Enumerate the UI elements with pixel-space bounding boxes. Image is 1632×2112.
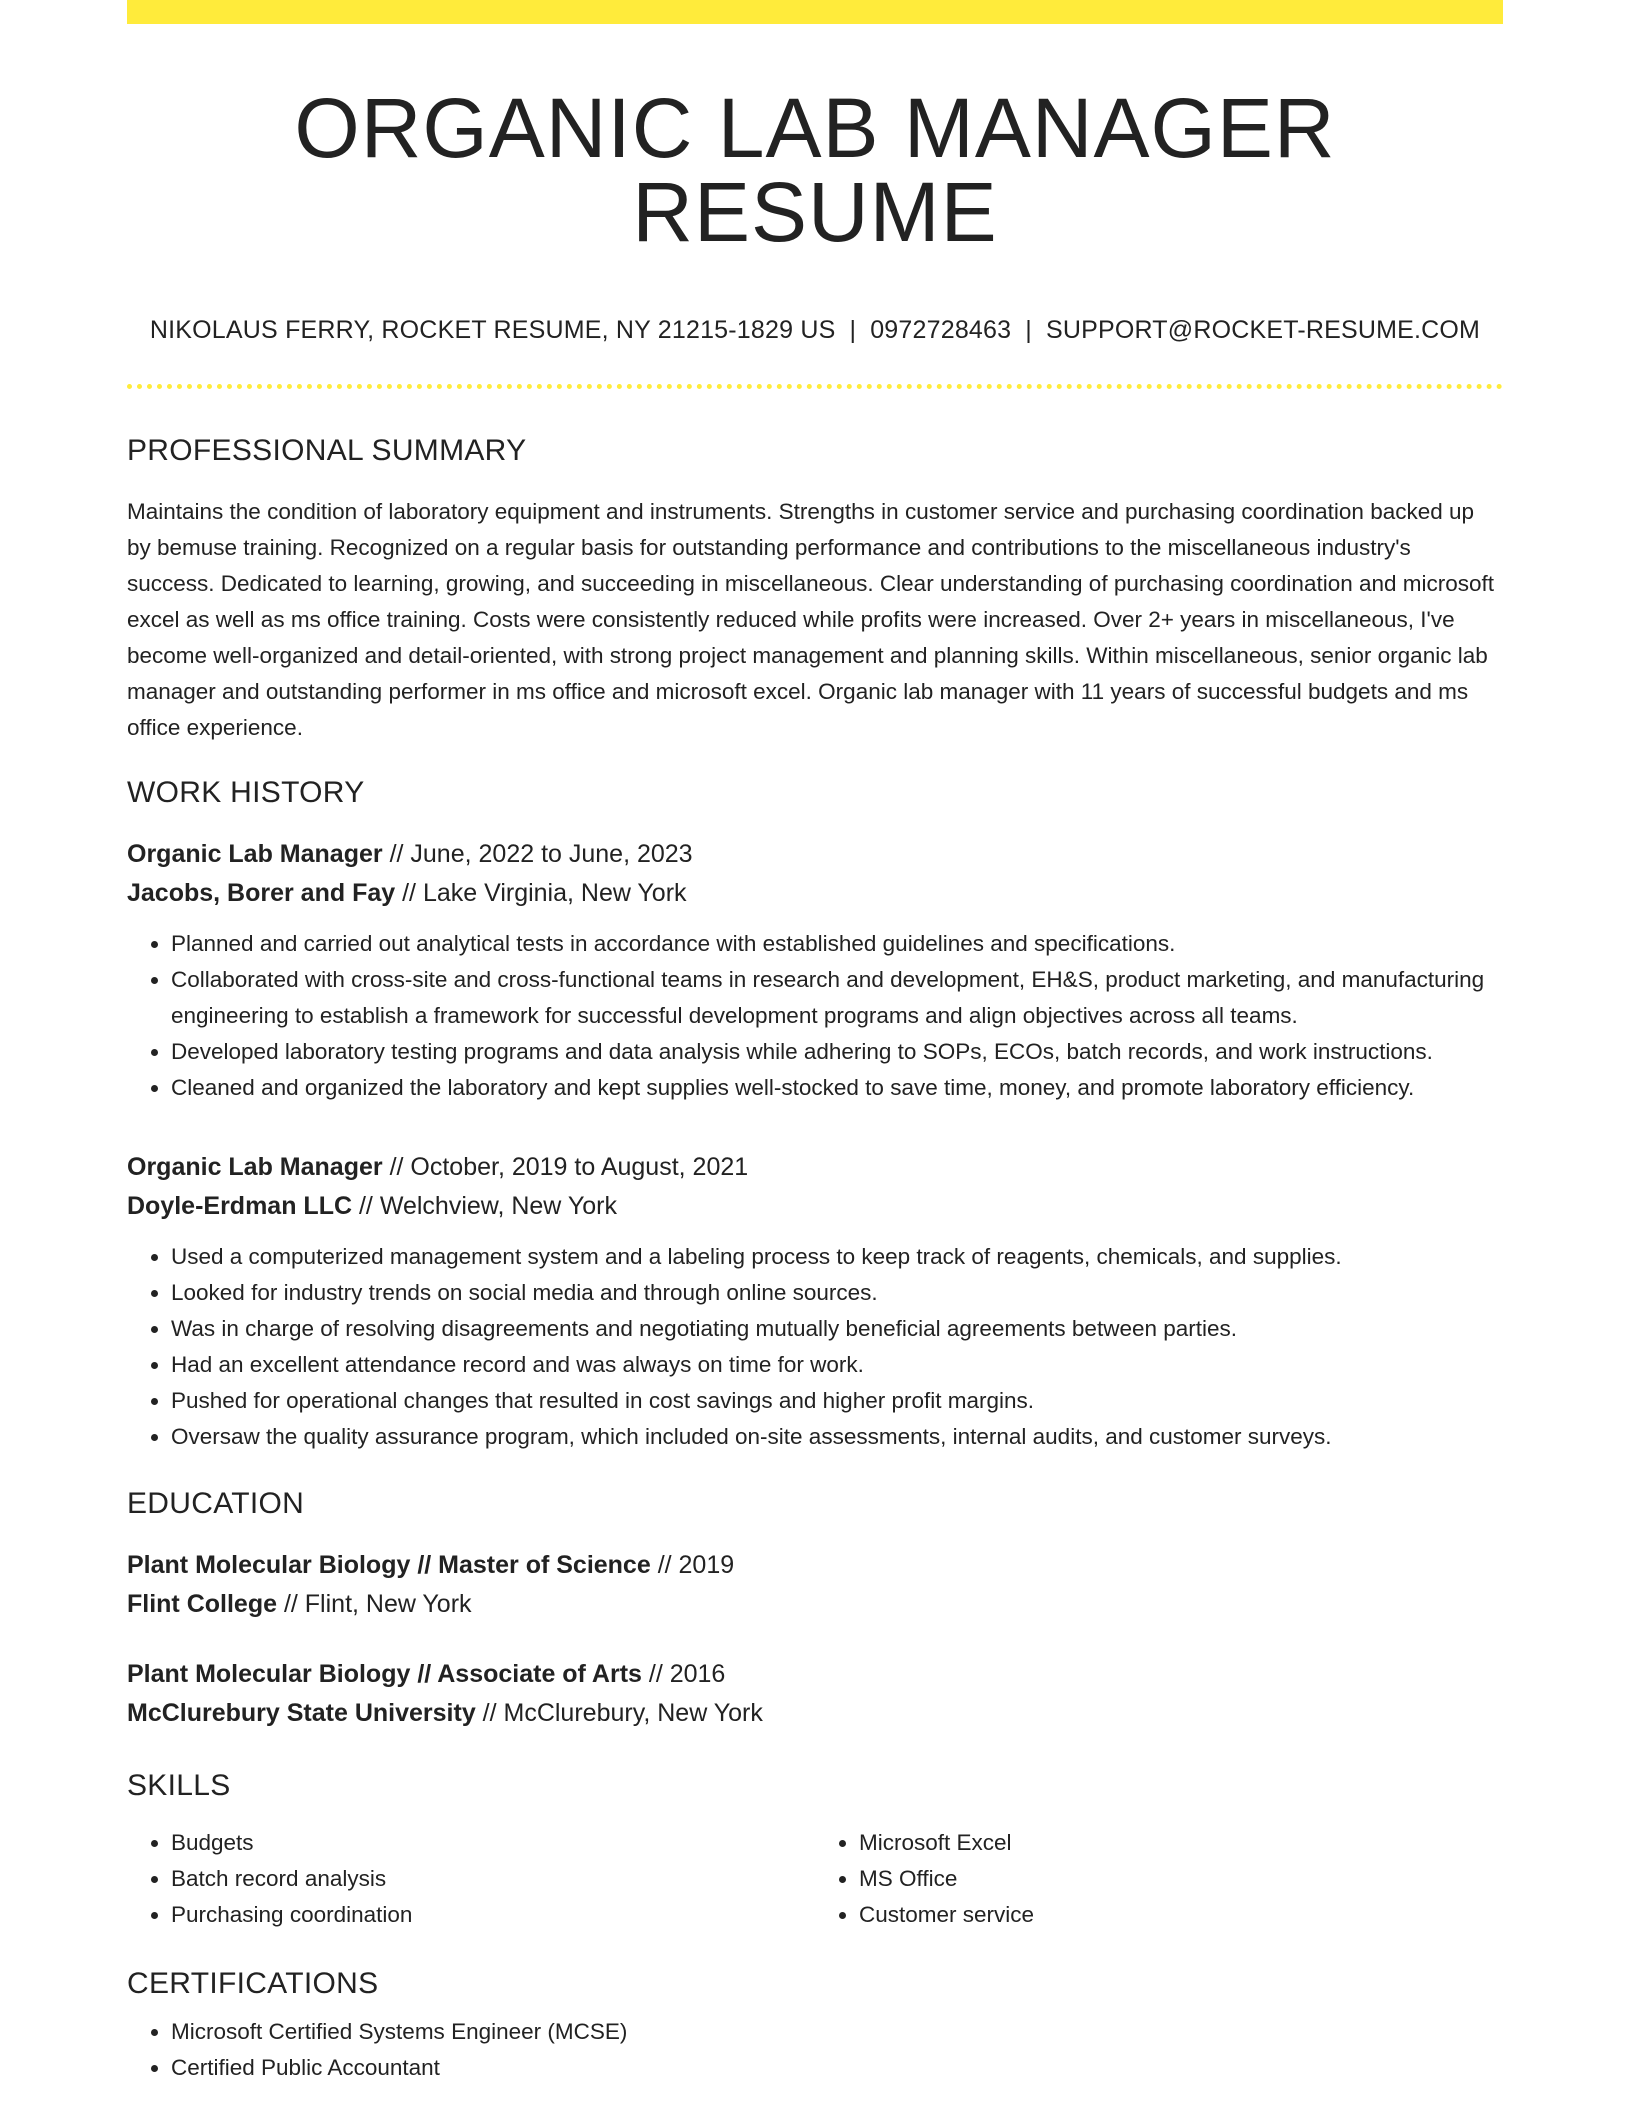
accent-top-bar (127, 0, 1503, 24)
list-item: • Certified Public Accountant (171, 2050, 1503, 2086)
job-dates: // June, 2022 to June, 2023 (382, 840, 693, 868)
work-history-heading: WORK HISTORY (127, 776, 365, 809)
list-item: • Batch record analysis (171, 1861, 815, 1897)
job-location: // Lake Virginia, New York (395, 879, 687, 907)
job-bullets (127, 926, 1503, 1106)
contact-address: NIKOLAUS FERRY, ROCKET RESUME, NY 21215-1829 US (149, 316, 836, 344)
degree: Plant Molecular Biology // Master of Science (127, 1551, 651, 1579)
list-item: • Pushed for operational changes that resulted in cost savings and higher profit margins. (171, 1383, 1503, 1419)
summary-text: Maintains the condition of laboratory equipment and instruments. Strengths in customer service and purchasing coordination backed up by bemuse training. Recognized on a regular basis for outstanding performance and contributions to the miscellaneous industry's success. Dedicated to learning, growing, and succeeding in miscellaneous. Clear understanding of purchasing coordination and microsoft excel as well as ms office training. Costs were consistently reduced while profits were increased. Over 2+ years in miscellaneous, I've become well-organized and detail-oriented, with strong project management and planning skills. Within miscellaneous, senior organic lab manager and outstanding performer in ms office and microsoft excel. Organic lab manager with 11 years of successful budgets and ms office experience. (127, 499, 1495, 740)
list-item: • Planned and carried out analytical tests in accordance with established guidelines and specifications. (171, 926, 1503, 962)
list-item: • Developed laboratory testing programs and data analysis while adhering to SOPs, ECOs, batch records, and work instructions. (171, 1034, 1503, 1070)
contact-phone: 0972728463 (870, 316, 1012, 344)
list-item: • Oversaw the quality assurance program, which included on-site assessments, internal audits, and customer surveys. (171, 1419, 1503, 1455)
job-title-line (127, 835, 1503, 874)
job-entry (127, 1148, 1503, 1455)
list-item: • Collaborated with cross-site and cross-functional teams in research and development, EH&S, product marketing, and manufacturing engineering to establish a framework for successful development programs and align objectives across all teams. (171, 962, 1503, 1034)
job-company: Jacobs, Borer and Fay (127, 879, 396, 907)
education-heading: EDUCATION (127, 1487, 305, 1520)
school: McClurebury State University (127, 1699, 476, 1727)
school-location: // Flint, New York (277, 1590, 472, 1618)
degree-year: // 2016 (641, 1660, 726, 1688)
list-item: • Cleaned and organized the laboratory and kept supplies well-stocked to save time, money, and promote laboratory efficiency. (171, 1070, 1503, 1106)
skills-heading: SKILLS (127, 1769, 231, 1802)
list-item: • MS Office (859, 1861, 1503, 1897)
school-line (127, 1694, 1503, 1733)
contact-separator: | (849, 316, 857, 344)
dotted-divider (127, 384, 1503, 389)
job-title: Organic Lab Manager (127, 1153, 383, 1181)
job-title: Organic Lab Manager (127, 840, 383, 868)
skills-list-left (127, 1825, 815, 1933)
job-title-line (127, 1148, 1503, 1187)
list-item: • Purchasing coordination (171, 1897, 815, 1933)
job-location: // Welchview, New York (352, 1192, 617, 1220)
job-entry (127, 835, 1503, 1106)
school-location: // McClurebury, New York (475, 1699, 763, 1727)
job-company: Doyle-Erdman LLC (127, 1192, 353, 1220)
contact-separator: | (1025, 316, 1032, 344)
list-item: • Used a computerized management system and a labeling process to keep track of reagents, chemicals, and supplies. (171, 1239, 1503, 1275)
resume-title: ORGANIC LAB MANAGER RESUME (294, 81, 1336, 259)
list-item: • Customer service (859, 1897, 1503, 1933)
education-entry (127, 1655, 1503, 1733)
education-entry (127, 1546, 1503, 1624)
certifications-list (127, 2014, 1503, 2086)
contact-line (127, 316, 1503, 345)
degree-year: // 2019 (650, 1551, 735, 1579)
list-item: • Budgets (171, 1825, 815, 1861)
resume-page (127, 0, 1503, 2086)
list-item: • Had an excellent attendance record and was always on time for work. (171, 1347, 1503, 1383)
contact-email: SUPPORT@ROCKET-RESUME.COM (1045, 316, 1481, 344)
degree-line (127, 1546, 1503, 1585)
job-company-line (127, 874, 1503, 913)
list-item: • Microsoft Certified Systems Engineer (MCSE) (171, 2014, 1503, 2050)
degree: Plant Molecular Biology // Associate of Arts (127, 1660, 642, 1688)
list-item: • Was in charge of resolving disagreements and negotiating mutually beneficial agreements between parties. (171, 1311, 1503, 1347)
degree-line (127, 1655, 1503, 1694)
job-dates: // October, 2019 to August, 2021 (382, 1153, 749, 1181)
summary-heading: PROFESSIONAL SUMMARY (127, 434, 527, 467)
certifications-heading: CERTIFICATIONS (127, 1967, 379, 2000)
list-item: • Microsoft Excel (859, 1825, 1503, 1861)
school-line (127, 1585, 1503, 1624)
job-company-line (127, 1187, 1503, 1226)
list-item: • Looked for industry trends on social media and through online sources. (171, 1275, 1503, 1311)
skills-grid (127, 1825, 1503, 1933)
school: Flint College (127, 1590, 277, 1618)
job-bullets (127, 1239, 1503, 1455)
skills-list-right (815, 1825, 1503, 1933)
